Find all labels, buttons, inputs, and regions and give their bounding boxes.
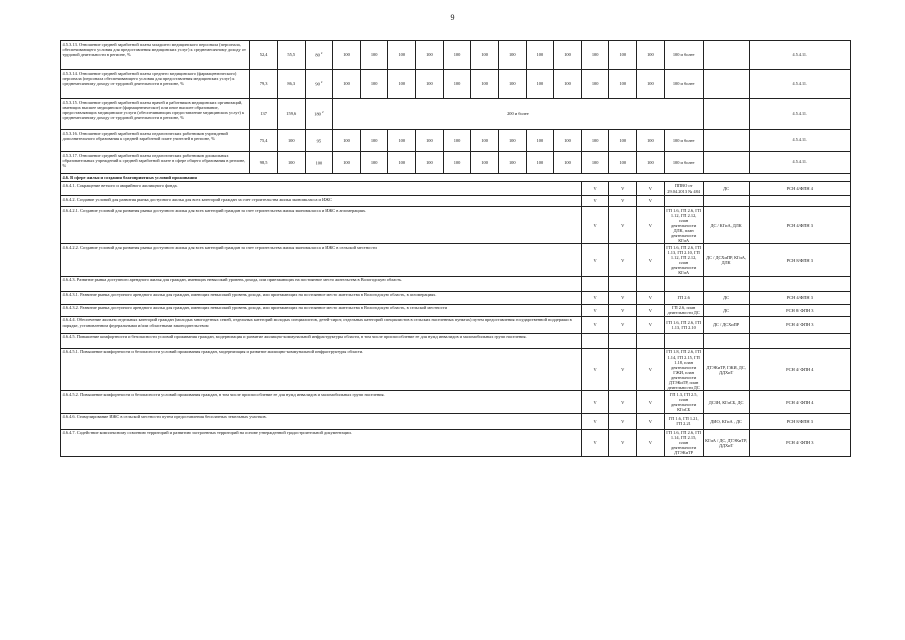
- period-mark: V: [637, 316, 665, 333]
- period-mark: V: [581, 316, 609, 333]
- period-mark: V: [609, 316, 637, 333]
- result-cell: [749, 333, 850, 348]
- footnote-mark: 2: [321, 110, 324, 115]
- value-cell: [305, 41, 333, 70]
- executor-cell: ДСЗН, КГиСБ, ДС: [703, 391, 749, 413]
- value-cell: 100: [443, 70, 471, 99]
- period-mark: V: [609, 391, 637, 413]
- period-mark: V: [581, 429, 609, 456]
- value-text: 80: [315, 52, 320, 58]
- indicator-name: 4.5.3.17. Отношение средней заработной платы педагогических работников дошкольных образовательных учреждений к средней заработной плате в сфере общего образования в регионе, %: [61, 152, 250, 174]
- period-mark: V: [581, 413, 609, 429]
- period-mark: V: [637, 207, 665, 244]
- value-cell: 100: [471, 152, 499, 174]
- period-mark: V: [637, 244, 665, 276]
- empty-cell: [703, 130, 749, 152]
- value-cell: 100 и более: [664, 152, 703, 174]
- documents-cell: [664, 196, 703, 207]
- value-cell: 159,6: [277, 99, 305, 130]
- value-cell: 100: [526, 130, 554, 152]
- value-text: 100: [315, 160, 323, 166]
- empty-cell: [703, 152, 749, 174]
- value-cell: 100: [416, 70, 444, 99]
- period-mark: V: [637, 348, 665, 391]
- indicator-row: [61, 99, 851, 130]
- documents-cell: ГП 2.6: [664, 291, 703, 304]
- value-cell: 100: [471, 41, 499, 70]
- value-cell: 100: [416, 130, 444, 152]
- value-cell: 52,4: [250, 41, 278, 70]
- documents-cell: [664, 333, 703, 348]
- value-cell: 100: [581, 70, 609, 99]
- result-cell: РСН 4/ФПН 4: [749, 182, 850, 196]
- value-cell: 100: [416, 152, 444, 174]
- indicator-row: [61, 70, 851, 99]
- empty-cell: [703, 70, 749, 99]
- result-cell: РСН 8/ФПН 3: [749, 244, 850, 276]
- task-name: 4.6.4.3. Развитие рынка доступного арендного жилья для граждан, имеющих невысокий уровень дохода, или приезжающих на постоянное место жительства в Вологодскую область.: [61, 276, 582, 291]
- period-mark: [609, 333, 637, 348]
- task-row: [61, 348, 851, 391]
- value-cell: 100: [443, 41, 471, 70]
- period-mark: V: [609, 244, 637, 276]
- result-cell: [749, 276, 850, 291]
- period-mark: V: [609, 182, 637, 196]
- value-cell: 100: [637, 130, 665, 152]
- task-row: [61, 244, 851, 276]
- reference-cell: 4.5.4.11.: [749, 130, 850, 152]
- documents-cell: [664, 276, 703, 291]
- task-name: 4.6.4.5.2. Повышение комфортности и безопасности условий проживания граждан, в том числе приспособление ее для нужд инвалидов и маломобильных групп населения.: [61, 391, 582, 413]
- period-mark: V: [609, 196, 637, 207]
- value-cell: 100: [498, 130, 526, 152]
- value-cell: 100: [526, 41, 554, 70]
- task-name: 4.6.4.3.2. Развитие рынка доступного арендного жилья для граждан, имеющих невысокий уровень дохода, или приезжающих на постоянное место жительства в Вологодскую область, в сельской местности: [61, 304, 582, 316]
- value-cell: 100: [554, 41, 582, 70]
- result-cell: РСН 4/ФПН 3: [749, 291, 850, 304]
- value-cell: 100: [498, 70, 526, 99]
- value-cell: 100 и более: [664, 130, 703, 152]
- indicator-name: 4.5.3.14. Отношение средней заработной платы среднего медицинского (фармацевтического) персонала (персонала обеспечивающего условия для предоставления медицинских услуг) к среднемесячному доходу от трудовой деятельности в регионе, %: [61, 70, 250, 99]
- indicator-name: 4.5.3.16. Отношение средней заработной платы педагогических работников учреждений дополнительного образования к средней заработной плате учителей в регионе, %: [61, 130, 250, 152]
- result-cell: РСН 4/ ФПН 3: [749, 429, 850, 456]
- result-cell: РСН 4/ ФПН 4: [749, 391, 850, 413]
- period-mark: V: [581, 182, 609, 196]
- task-row: [61, 207, 851, 244]
- task-row: [61, 316, 851, 333]
- result-cell: РСН 8/ФПН 3: [749, 413, 850, 429]
- value-text: 180: [314, 111, 321, 117]
- period-mark: V: [609, 304, 637, 316]
- value-cell: 100: [360, 130, 388, 152]
- executor-cell: [703, 276, 749, 291]
- documents-cell: ГП 1.6, ГП 2.6, ГП 1.13, ГП 2.10, ГП 1.12, ГП 2.12, план деятельности КГиА: [664, 244, 703, 276]
- value-cell: 100: [498, 41, 526, 70]
- period-mark: V: [581, 291, 609, 304]
- period-mark: V: [581, 207, 609, 244]
- value-text: 95: [316, 138, 322, 144]
- task-name: 4.6.4.4. Обеспечение жильем отдельных категорий граждан (молодых многодетных семей, отдельных категорий молодых специалистов, детей-сирот, отдельных категорий специалистов в сельских населенных пунктах) путем предоставления государственной поддержки в порядке, установленном федеральными и/или областными законодательством: [61, 316, 582, 333]
- value-cell: 100: [360, 41, 388, 70]
- value-cell: 100: [277, 152, 305, 174]
- task-name: 4.6.4.3.1. Развитие рынка доступного арендного жилья для граждан, имеющих невысокий уровень дохода, или приезжающих на постоянное место жительства в Вологодскую область, в агломерациях.: [61, 291, 582, 304]
- page-number: 9: [450, 13, 455, 22]
- task-row: [61, 333, 851, 348]
- value-cell: 137: [250, 99, 278, 130]
- task-row: [61, 413, 851, 429]
- executor-cell: [703, 333, 749, 348]
- value-cell: 100: [581, 152, 609, 174]
- value-cell: 100: [333, 41, 361, 70]
- value-cell: 100: [554, 130, 582, 152]
- task-row: [61, 291, 851, 304]
- value-cell: 100: [471, 130, 499, 152]
- value-cell: 100: [637, 152, 665, 174]
- period-mark: [581, 333, 609, 348]
- footnote-mark: 2: [320, 51, 323, 56]
- value-cell: 100: [388, 152, 416, 174]
- documents-cell: ГП 1.6, ГП 2.6, ГП 1.12, ГП 2.12, план деятельности ДЛК, план деятельности КГиА: [664, 207, 703, 244]
- task-name: 4.6.4.2.2. Создание условий для развития рынка доступного жилья для всех категорий граждан за счет строительства жилья экономкласса и ИЖС в сельской местности: [61, 244, 582, 276]
- value-cell: 100: [526, 152, 554, 174]
- plan-table: [60, 40, 851, 457]
- value-cell: [305, 130, 333, 152]
- period-mark: V: [609, 348, 637, 391]
- executor-cell: [703, 196, 749, 207]
- period-mark: V: [637, 182, 665, 196]
- task-name: 4.6.4.7. Содействие комплексному освоению территорий и развитию застроенных территорий на основе утвержденной градостроительной документации.: [61, 429, 582, 456]
- value-cell: 100: [333, 130, 361, 152]
- value-cell: 100: [498, 152, 526, 174]
- reference-cell: 4.5.4.11.: [749, 99, 850, 130]
- task-name: 4.6.4.1. Сокращение ветхого и аварийного жилищного фонда.: [61, 182, 582, 196]
- value-cell: 100: [609, 41, 637, 70]
- value-cell: 100: [637, 41, 665, 70]
- value-cell: 100: [416, 41, 444, 70]
- value-cell: 100: [443, 152, 471, 174]
- value-cell: 100: [609, 152, 637, 174]
- period-mark: V: [581, 244, 609, 276]
- value-cell: [305, 99, 333, 130]
- value-cell: 100: [360, 70, 388, 99]
- value-cell: 100: [388, 41, 416, 70]
- period-mark: [609, 276, 637, 291]
- value-cell: 79,3: [250, 70, 278, 99]
- task-name: 4.6.4.6. Стимулирование ИЖС в сельской местности путем предоставления бесплатных земельных участков.: [61, 413, 582, 429]
- value-cell: 100: [581, 130, 609, 152]
- value-cell: 100: [637, 70, 665, 99]
- task-row: [61, 391, 851, 413]
- result-cell: РСН 4/ ФПН 3: [749, 316, 850, 333]
- executor-cell: ДС: [703, 182, 749, 196]
- value-cell: 100: [581, 41, 609, 70]
- period-mark: V: [609, 291, 637, 304]
- footnote-mark: 2: [320, 80, 323, 85]
- task-row: [61, 196, 851, 207]
- period-mark: [637, 333, 665, 348]
- period-mark: V: [637, 196, 665, 207]
- result-cell: [749, 196, 850, 207]
- documents-cell: ГП 2.6, план деятельности ДС: [664, 304, 703, 316]
- value-cell: 100: [609, 70, 637, 99]
- reference-cell: 4.5.4.11.: [749, 41, 850, 70]
- period-mark: V: [637, 429, 665, 456]
- reference-cell: 4.5.4.11.: [749, 152, 850, 174]
- period-mark: V: [581, 348, 609, 391]
- value-cell: 55,5: [277, 41, 305, 70]
- merged-value-cell: 200 и более: [333, 99, 703, 130]
- period-mark: V: [637, 291, 665, 304]
- period-mark: V: [581, 391, 609, 413]
- period-mark: V: [609, 429, 637, 456]
- value-cell: 100: [360, 152, 388, 174]
- value-cell: 75,4: [250, 130, 278, 152]
- value-cell: 100: [526, 70, 554, 99]
- value-cell: 98,5: [250, 152, 278, 174]
- executor-cell: ДС: [703, 291, 749, 304]
- executor-cell: ДС / ДСХиПР: [703, 316, 749, 333]
- period-mark: V: [609, 207, 637, 244]
- task-name: 4.6.4.5. Повышение комфортности и безопасности условий проживания граждан, модернизация и развитие жилищно-коммунальной инфраструктуры области, в том числе приспособление ее для нужд инвалидов и маломобильных групп населения.: [61, 333, 582, 348]
- documents-cell: ГП 1.6, ГП 1.21, ГП 2.21: [664, 413, 703, 429]
- value-cell: 100: [333, 152, 361, 174]
- value-cell: 100: [388, 70, 416, 99]
- indicator-name: 4.5.3.13. Отношение средней заработной платы младшего медицинского персонала (персонала, обеспечивающего условия для предоставления медицинских услуг) к среднемесячному доходу от трудовой деятельности в регионе, %: [61, 41, 250, 70]
- period-mark: V: [637, 391, 665, 413]
- value-cell: 100: [471, 70, 499, 99]
- task-name: 4.6.4.5.1. Повышение комфортности и безопасности условий проживания граждан, модернизация и развитие жилищно-коммунальной инфраструктуры области.: [61, 348, 582, 391]
- result-cell: РСН 4/ФПН 3: [749, 207, 850, 244]
- value-cell: 86,3: [277, 70, 305, 99]
- executor-cell: ДС / КГиА, ДЛК: [703, 207, 749, 244]
- value-cell: 100: [333, 70, 361, 99]
- period-mark: V: [609, 413, 637, 429]
- reference-cell: 4.5.4.11.: [749, 70, 850, 99]
- value-cell: 100: [554, 152, 582, 174]
- result-cell: РСН 8/ ФПН 3: [749, 304, 850, 316]
- executor-cell: ДС: [703, 304, 749, 316]
- section-title: 4.6. В сфере жилья и создания благоприятных условий проживания: [61, 174, 851, 182]
- value-cell: 100 и более: [664, 70, 703, 99]
- documents-cell: ГП 1.8, ГП 2.6, ГП 1.14, ГП 2.15, ГП 1.18, план деятельности ГЖИ, план деятельности ДТЭКиТР, план деятельности ДС: [664, 348, 703, 391]
- value-cell: 100: [388, 130, 416, 152]
- documents-cell: ГП 1.6, ГП 2.6, ГП 1.13, ГП 2.10: [664, 316, 703, 333]
- documents-cell: ГП 1.3, ГП 2.5, план деятельности КГиСБ: [664, 391, 703, 413]
- task-row: [61, 429, 851, 456]
- value-cell: 100 и более: [664, 41, 703, 70]
- empty-cell: [703, 99, 749, 130]
- task-row: [61, 182, 851, 196]
- indicator-row: [61, 41, 851, 70]
- executor-cell: ДТЭКиТР, ГЖИ, ДС, ДДХиТ: [703, 348, 749, 391]
- period-mark: V: [637, 304, 665, 316]
- period-mark: V: [581, 304, 609, 316]
- period-mark: [637, 276, 665, 291]
- documents-cell: ГП 1.6, ГП 2.6, ГП 1.14, ГП 2.15, план деятельности ДТЭКиТР: [664, 429, 703, 456]
- value-cell: 100: [277, 130, 305, 152]
- value-cell: 100: [443, 130, 471, 152]
- value-cell: [305, 70, 333, 99]
- task-row: [61, 304, 851, 316]
- executor-cell: КГиА / ДС, ДТЭКиТР, ДДХиТ: [703, 429, 749, 456]
- value-text: 90: [315, 81, 320, 87]
- value-cell: 100: [609, 130, 637, 152]
- indicator-row: [61, 130, 851, 152]
- period-mark: [581, 276, 609, 291]
- executor-cell: ДИО, КГиА , ДС: [703, 413, 749, 429]
- task-name: 4.6.4.2.1. Создание условий для развития рынка доступного жилья для всех категорий граждан за счет строительства жилья экономкласса и ИЖС в агломерациях.: [61, 207, 582, 244]
- executor-cell: ДС / ДСХиПР, КГиА, ДЛК: [703, 244, 749, 276]
- documents-cell: ППВО от 29.04.2013 № 484: [664, 182, 703, 196]
- task-name: 4.6.4.2. Создание условий для развития рынка доступного жилья для всех категорий граждан за счет строительства жилья экономкласса и ИЖС: [61, 196, 582, 207]
- period-mark: V: [581, 196, 609, 207]
- indicator-name: 4.5.3.15. Отношение средней заработной платы врачей и работников медицинских организаций, имеющих высшее медицинское (фармацевтическое) или иное высшее образование, предоставляющих медицинские услуги (обеспечивающих предоставление медицинских услуг) к среднемесячному доходу от трудовой деятельности в регионе, %: [61, 99, 250, 130]
- task-row: [61, 276, 851, 291]
- indicator-row: [61, 152, 851, 174]
- result-cell: РСН 4/ ФПН 4: [749, 348, 850, 391]
- empty-cell: [703, 41, 749, 70]
- value-cell: 100: [554, 70, 582, 99]
- period-mark: V: [637, 413, 665, 429]
- value-cell: [305, 152, 333, 174]
